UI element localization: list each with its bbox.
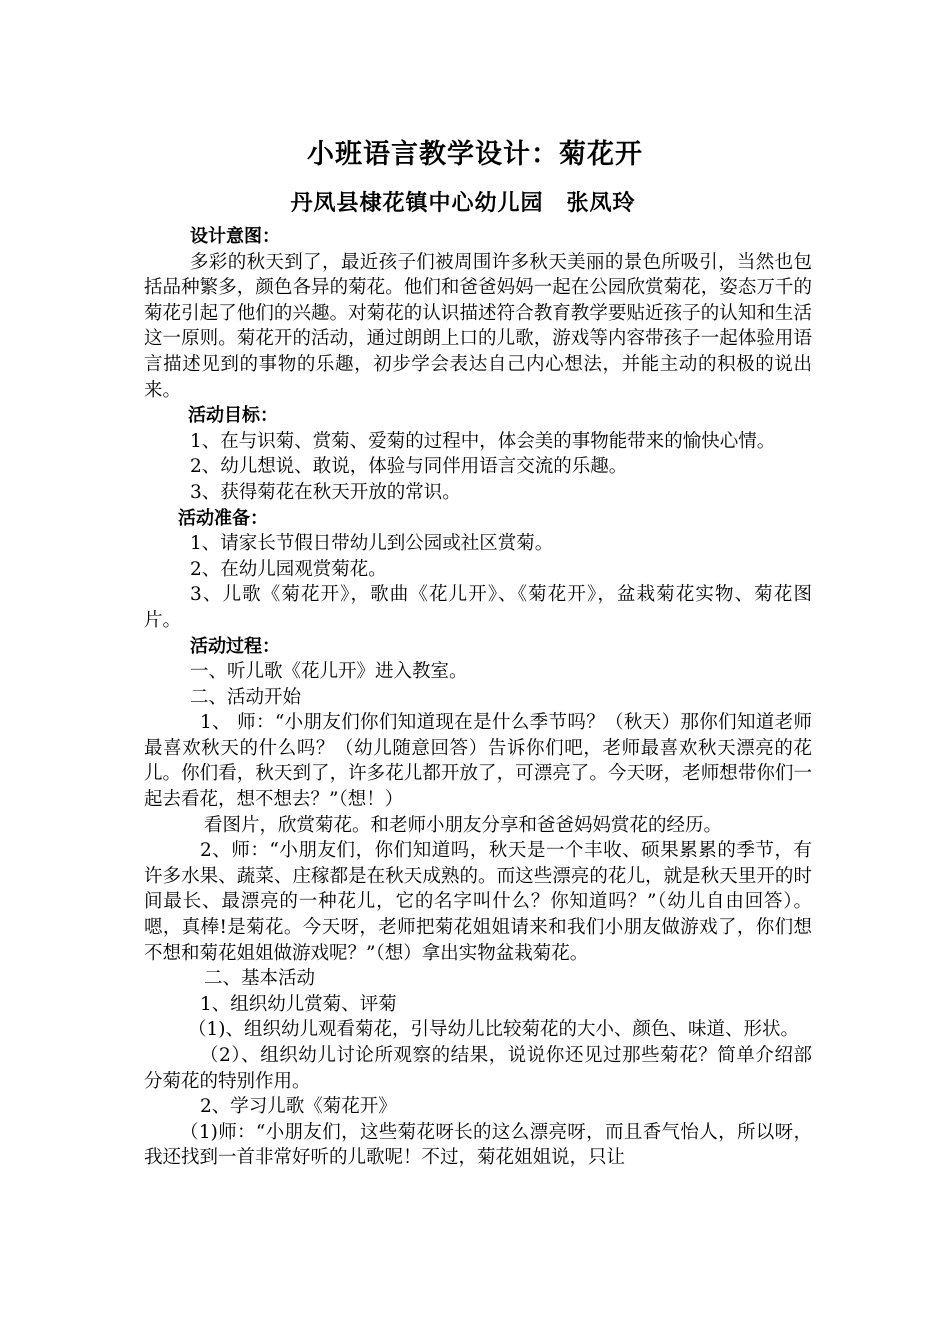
paragraph: 1、 师：“小朋友们你们知道现在是什么季节吗？（秋天）那你们知道老师最喜欢秋天的什么吗？（幼儿随意回答）告诉你们吧，老师最喜欢秋天漂亮的花儿。你们看，秋天到了，许多花儿都开放了，可漂亮了。今天呀，老师想带你们一起去看花，想不想去？”（想！） [144, 712, 812, 811]
author-line: 丹凤县棣花镇中心幼儿园 张凤玲 [290, 191, 636, 216]
paragraph: 1、在与识菊、赏菊、爱菊的过程中，体会美的事物能带来的愉快心情。 [190, 430, 776, 452]
paragraph: 2、在幼儿园观赏菊花。 [190, 558, 387, 580]
paragraph: 一、听儿歌《花儿开》进入教室。 [190, 661, 468, 683]
section-heading-process: 活动过程： [190, 635, 280, 657]
paragraph: 多彩的秋天到了，最近孩子们被周围许多秋天美丽的景色所吸引，当然也包括品种繁多，颜色各异的菊花。他们和爸爸妈妈一起在公园欣赏菊花，姿态万千的菊花引起了他们的兴趣。对菊花的认识描述符合教育教学要贴近孩子的认知和生活这一原则。菊花开的活动，通过朗朗上口的儿歌，游戏等内容带孩子一起体验用语言描述见到的事物的乐趣，初步学会表达自己内心想法，并能主动的积极的说出来。 [144, 251, 812, 401]
paragraph: 3、儿歌《菊花开》，歌曲《花儿开》、《菊花开》，盆栽菊花实物、菊花图片。 [144, 584, 812, 631]
section-heading-objectives: 活动目标： [188, 405, 278, 427]
paragraph: 看图片，欣赏菊花。和老师小朋友分享和爸爸妈妈赏花的经历。 [204, 814, 723, 836]
paragraph: 二、活动开始 [190, 686, 302, 708]
paragraph: （1)、组织幼儿观看菊花，引导幼儿比较菊花的大小、颜色、味道、形状。 [188, 1019, 799, 1041]
paragraph: 二、基本活动 [204, 968, 316, 990]
paragraph: 1、请家长节假日带幼儿到公园或社区赏菊。 [190, 533, 554, 555]
paragraph: 1、组织幼儿赏菊、评菊 [200, 993, 397, 1015]
paragraph: （1)师：“小朋友们，这些菊花呀长的这么漂亮呀，而且香气怡人，所以呀，我还找到一首非常好听的儿歌呢！不过，菊花姐姐说，只让 [144, 1121, 812, 1169]
paragraph: 2、学习儿歌《菊花开》 [200, 1096, 397, 1118]
paragraph: 2、幼儿想说、敢说，体验与同伴用语言交流的乐趣。 [190, 456, 628, 478]
section-heading-design-intent: 设计意图： [190, 226, 280, 247]
document-body [144, 224, 812, 1171]
section-heading-preparation: 活动准备： [178, 507, 268, 529]
paragraph: 3、获得菊花在秋天开放的常识。 [190, 481, 461, 503]
paragraph: 2、师：“小朋友们，你们知道吗，秋天是一个丰收、硕果累累的季节，有许多水果、蔬菜、庄稼都是在秋天成熟的。而这些漂亮的花儿，就是秋天里开的时间最长、最漂亮的一种花儿，它的名字叫什么？你知道吗？”（幼儿自由回答）。嗯，真棒!是菊花。今天呀，老师把菊花姐姐请来和我们小朋友做游戏了，你们想不想和菊花姐姐做游戏呢？”（想）拿出实物盆栽菊花。 [144, 840, 812, 964]
document-title: 小班语言教学设计：菊花开 [307, 139, 643, 170]
paragraph: （2）、组织幼儿讨论所观察的结果，说说你还见过那些菊花？简单介绍部分菊花的特别作用。 [144, 1045, 812, 1092]
